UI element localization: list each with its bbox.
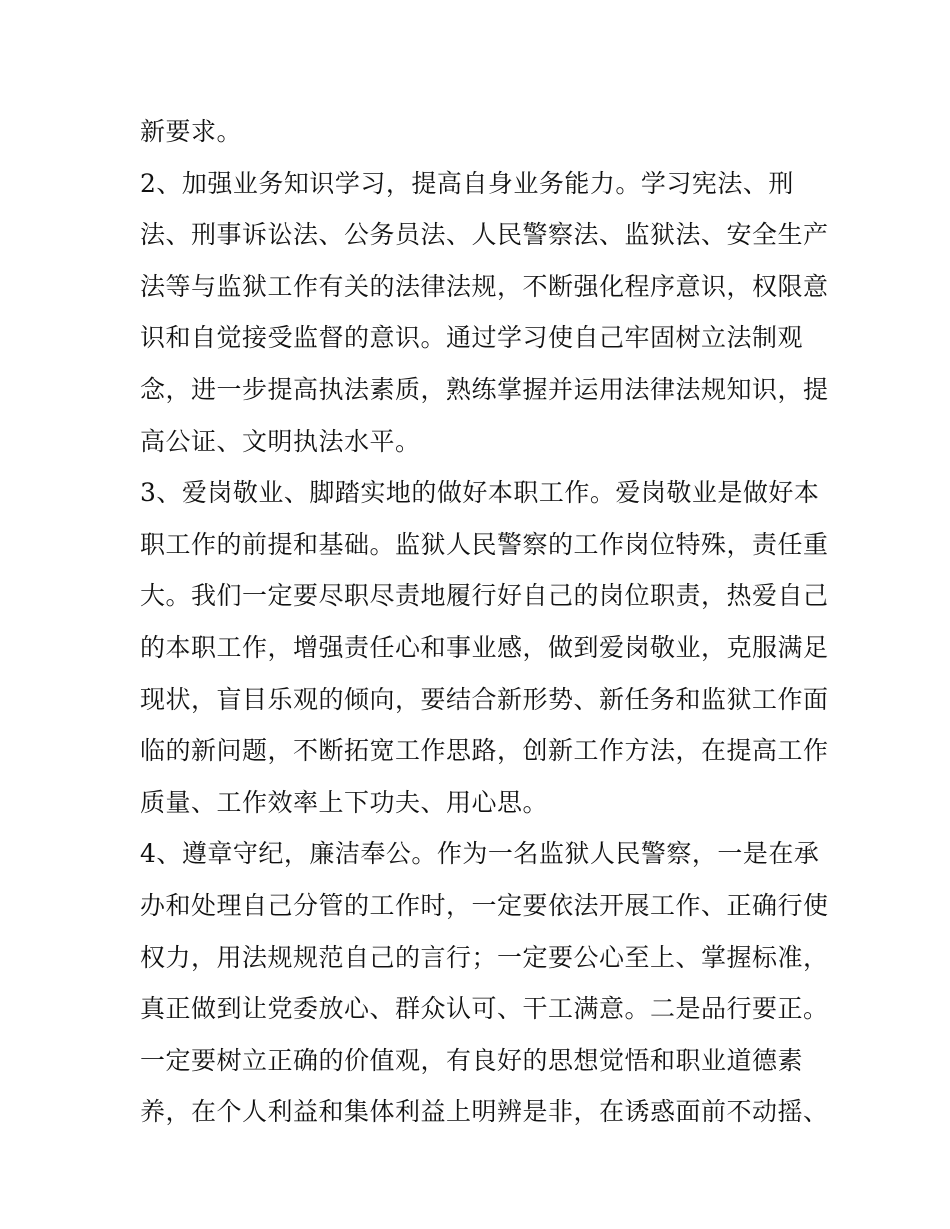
text-line: 3、爱岗敬业、脚踏实地的做好本职工作。爱岗敬业是做好本 — [140, 478, 820, 508]
text-line: 质量、工作效率上下功夫、用心思。 — [140, 787, 549, 817]
text-line: 4、遵章守纪，廉洁奉公。作为一名监狱人民警察，一是在承 — [140, 839, 820, 869]
text-line: 的本职工作，增强责任心和事业感，做到爱岗敬业，克服满足 — [140, 632, 829, 662]
text-line: 真正做到让党委放心、群众认可、干工满意。二是品行要正。 — [140, 994, 829, 1024]
text-line: 法等与监狱工作有关的法律法规，不断强化程序意识，权限意 — [140, 271, 829, 301]
text-line: 新要求。 — [140, 117, 243, 146]
text-line: 2、加强业务知识学习，提高自身业务能力。学习宪法、刑 — [140, 168, 794, 198]
text-line: 识和自觉接受监督的意识。通过学习使自己牢固树立法制观 — [140, 323, 804, 353]
text-line: 现状，盲目乐观的倾向，要结合新形势、新任务和监狱工作面 — [140, 684, 829, 714]
text-line: 一定要树立正确的价值观，有良好的思想觉悟和职业道德素 — [140, 1045, 804, 1075]
text-line: 大。我们一定要尽职尽责地履行好自己的岗位职责，热爱自己 — [140, 581, 829, 611]
text-line: 养，在个人利益和集体利益上明辨是非，在诱惑面前不动摇、 — [140, 1097, 829, 1127]
text-line: 办和处理自己分管的工作时，一定要依法开展工作、正确行使 — [140, 890, 829, 920]
text-line: 临的新问题，不断拓宽工作思路，创新工作方法，在提高工作 — [140, 736, 829, 766]
text-line: 权力，用法规规范自己的言行；一定要公心至上、掌握标准， — [140, 942, 829, 972]
text-line: 职工作的前提和基础。监狱人民警察的工作岗位特殊，责任重 — [140, 529, 829, 559]
text-line: 念，进一步提高执法素质，熟练掌握并运用法律法规知识，提 — [140, 374, 829, 404]
text-line: 高公证、文明执法水平。 — [140, 426, 421, 456]
text-line: 法、刑事诉讼法、公务员法、人民警察法、监狱法、安全生产 — [140, 220, 829, 250]
document-body — [140, 106, 829, 1138]
